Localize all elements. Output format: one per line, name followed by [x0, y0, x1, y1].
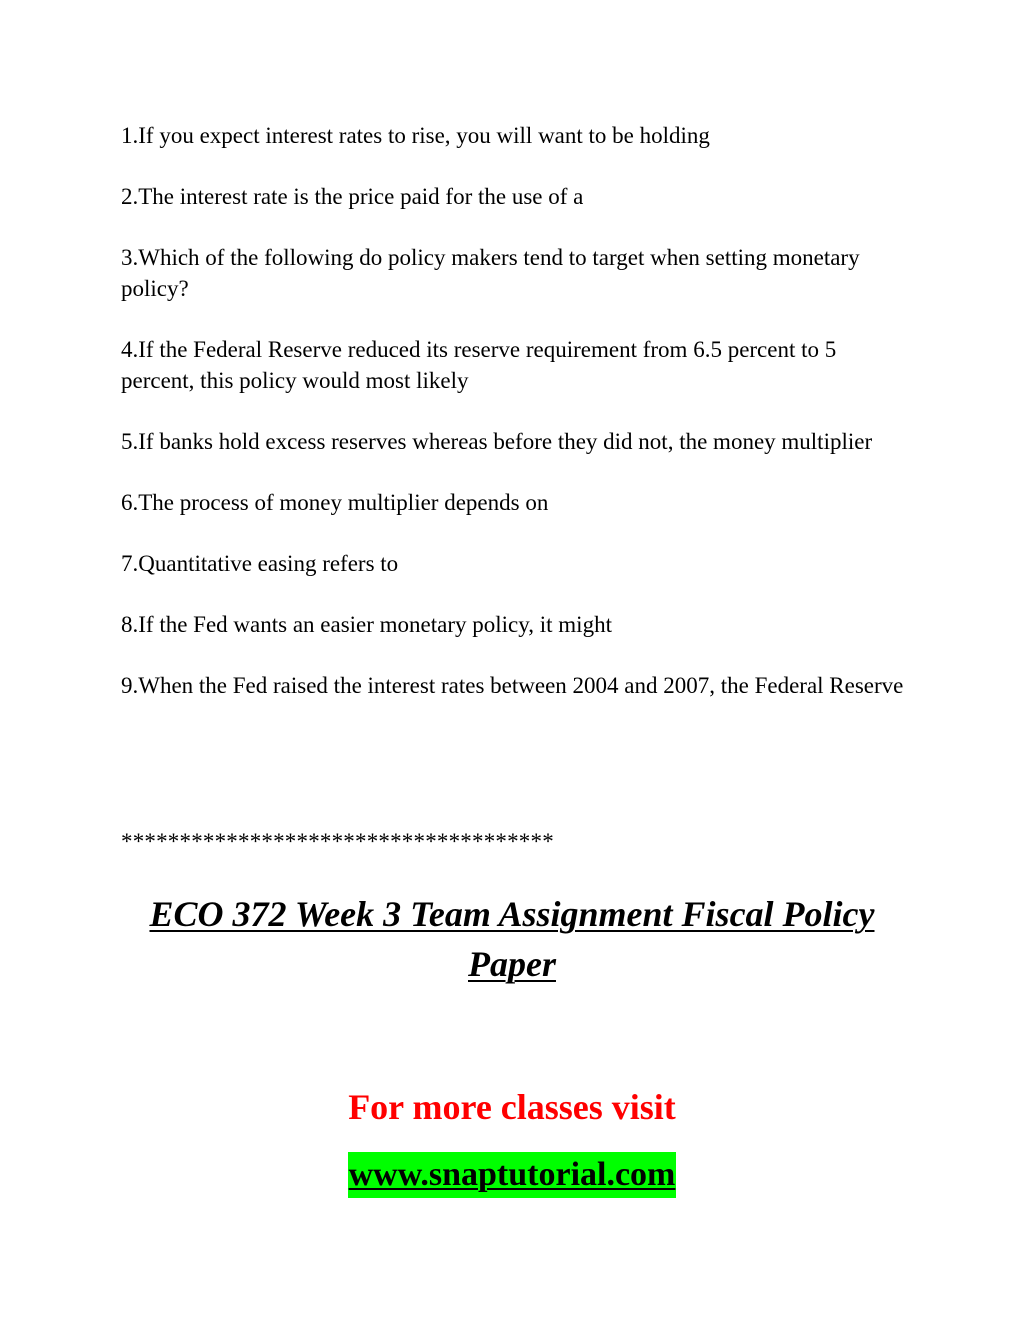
- question-item: 7.Quantitative easing refers to: [121, 551, 399, 576]
- website-container: [0, 1152, 1024, 1198]
- question-item: 9.When the Fed raised the interest rates between 2004 and 2007, the Federal Reserve: [121, 673, 904, 698]
- question-item: 3.Which of the following do policy makers tend to target when setting monetary policy?: [121, 245, 860, 301]
- website-link[interactable]: www.snaptutorial.com: [348, 1152, 677, 1198]
- assignment-heading: ECO 372 Week 3 Team Assignment Fiscal Policy Paper: [149, 894, 875, 984]
- question-item: 5.If banks hold excess reserves whereas before they did not, the money multiplier: [121, 429, 873, 454]
- question-item: 8.If the Fed wants an easier monetary policy, it might: [121, 612, 612, 637]
- question-item: 2.The interest rate is the price paid for the use of a: [121, 184, 584, 209]
- asterisk-separator: *************************************: [121, 829, 554, 854]
- visit-text: For more classes visit: [348, 1087, 676, 1127]
- question-item: 1.If you expect interest rates to rise, you will want to be holding: [121, 123, 710, 148]
- question-item: 6.The process of money multiplier depends on: [121, 490, 549, 515]
- question-item: 4.If the Federal Reserve reduced its reserve requirement from 6.5 percent to 5 percent, this policy would most likely: [121, 337, 837, 393]
- question-list: [121, 120, 911, 731]
